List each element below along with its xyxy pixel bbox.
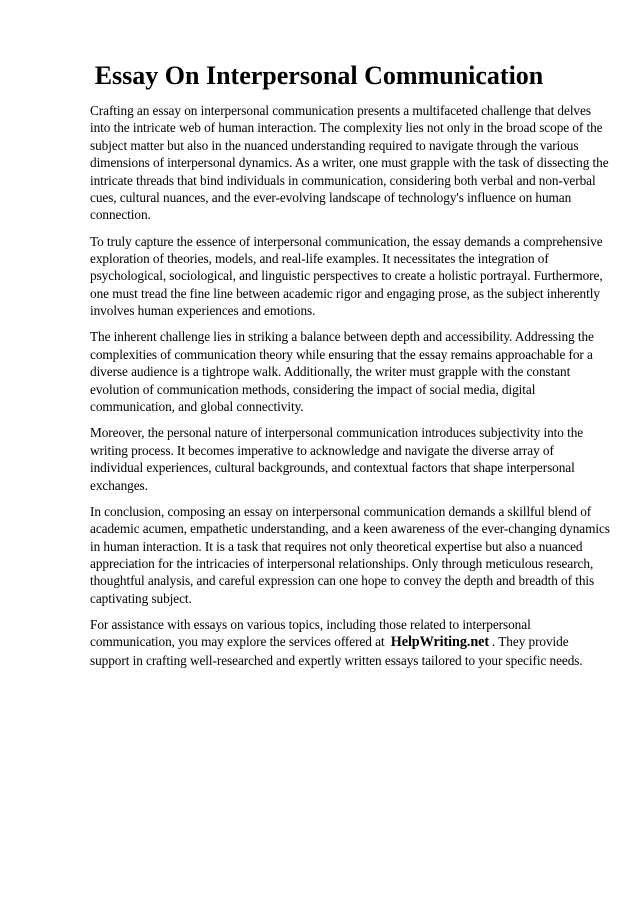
document-body xyxy=(90,102,610,678)
closing-paragraph xyxy=(90,616,610,669)
paragraph-5: In conclusion, composing an essay on interpersonal communication demands a skillful blend of academic acumen, empathetic understanding, and a keen awareness of the ever-changing dynamics in human interaction. It is a task that requires not only theoretical expertise but also a nuanced appreciation for the intricacies of interpersonal relationships. Only through meticulous research, thoughtful analysis, and careful expression can one hope to convey the depth and breadth of this captivating subject. xyxy=(90,503,610,606)
paragraph-4: Moreover, the personal nature of interpersonal communication introduces subjectivity into the writing process. It becomes imperative to acknowledge and navigate the diverse array of individual experiences, cultural backgrounds, and contextual factors that shape interpersonal exchanges. xyxy=(90,425,584,493)
closing-text-before-link: For assistance with essays on various topics, including those related to interpersonal communication, you may explore the services offered at xyxy=(90,616,531,650)
paragraph-2: To truly capture the essence of interpersonal communication, the essay demands a comprehensive exploration of theories, models, and real-life examples. It necessitates the integration of psychological, sociological, and linguistic perspectives to create a holistic portrayal. Furthermore, one must tread the fine line between academic rigor and engaging prose, as the subject inherently involves human experiences and emotions. xyxy=(90,233,603,319)
paragraph-1: Crafting an essay on interpersonal communication presents a multifaceted challenge that delves into the intricate web of human interaction. The complexity lies not only in the broad scope of the subject matter but also in the nuanced understanding required to navigate through the various dimensions of interpersonal dynamics. As a writer, one must grapple with the task of dissecting the intricate threads that bind individuals in communication, considering both verbal and non-verbal cues, cultural nuances, and the ever-evolving landscape of technology's influence on human connection. xyxy=(90,103,609,223)
paragraph-3: The inherent challenge lies in striking a balance between depth and accessibility. Addressing the complexities of communication theory while ensuring that the essay remains approachable for a diverse audience is a tightrope walk. Additionally, the writer must grapple with the constant evolution of communication methods, considering the impact of social media, digital communication, and global connectivity. xyxy=(90,329,594,415)
closing-text-after-link: . They provide support in crafting well-researched and expertly written essays tailored to your specific needs. xyxy=(90,634,583,668)
document-title: Essay On Interpersonal Communication xyxy=(94,61,544,90)
helpwriting-link[interactable]: HelpWriting.net xyxy=(390,634,490,651)
